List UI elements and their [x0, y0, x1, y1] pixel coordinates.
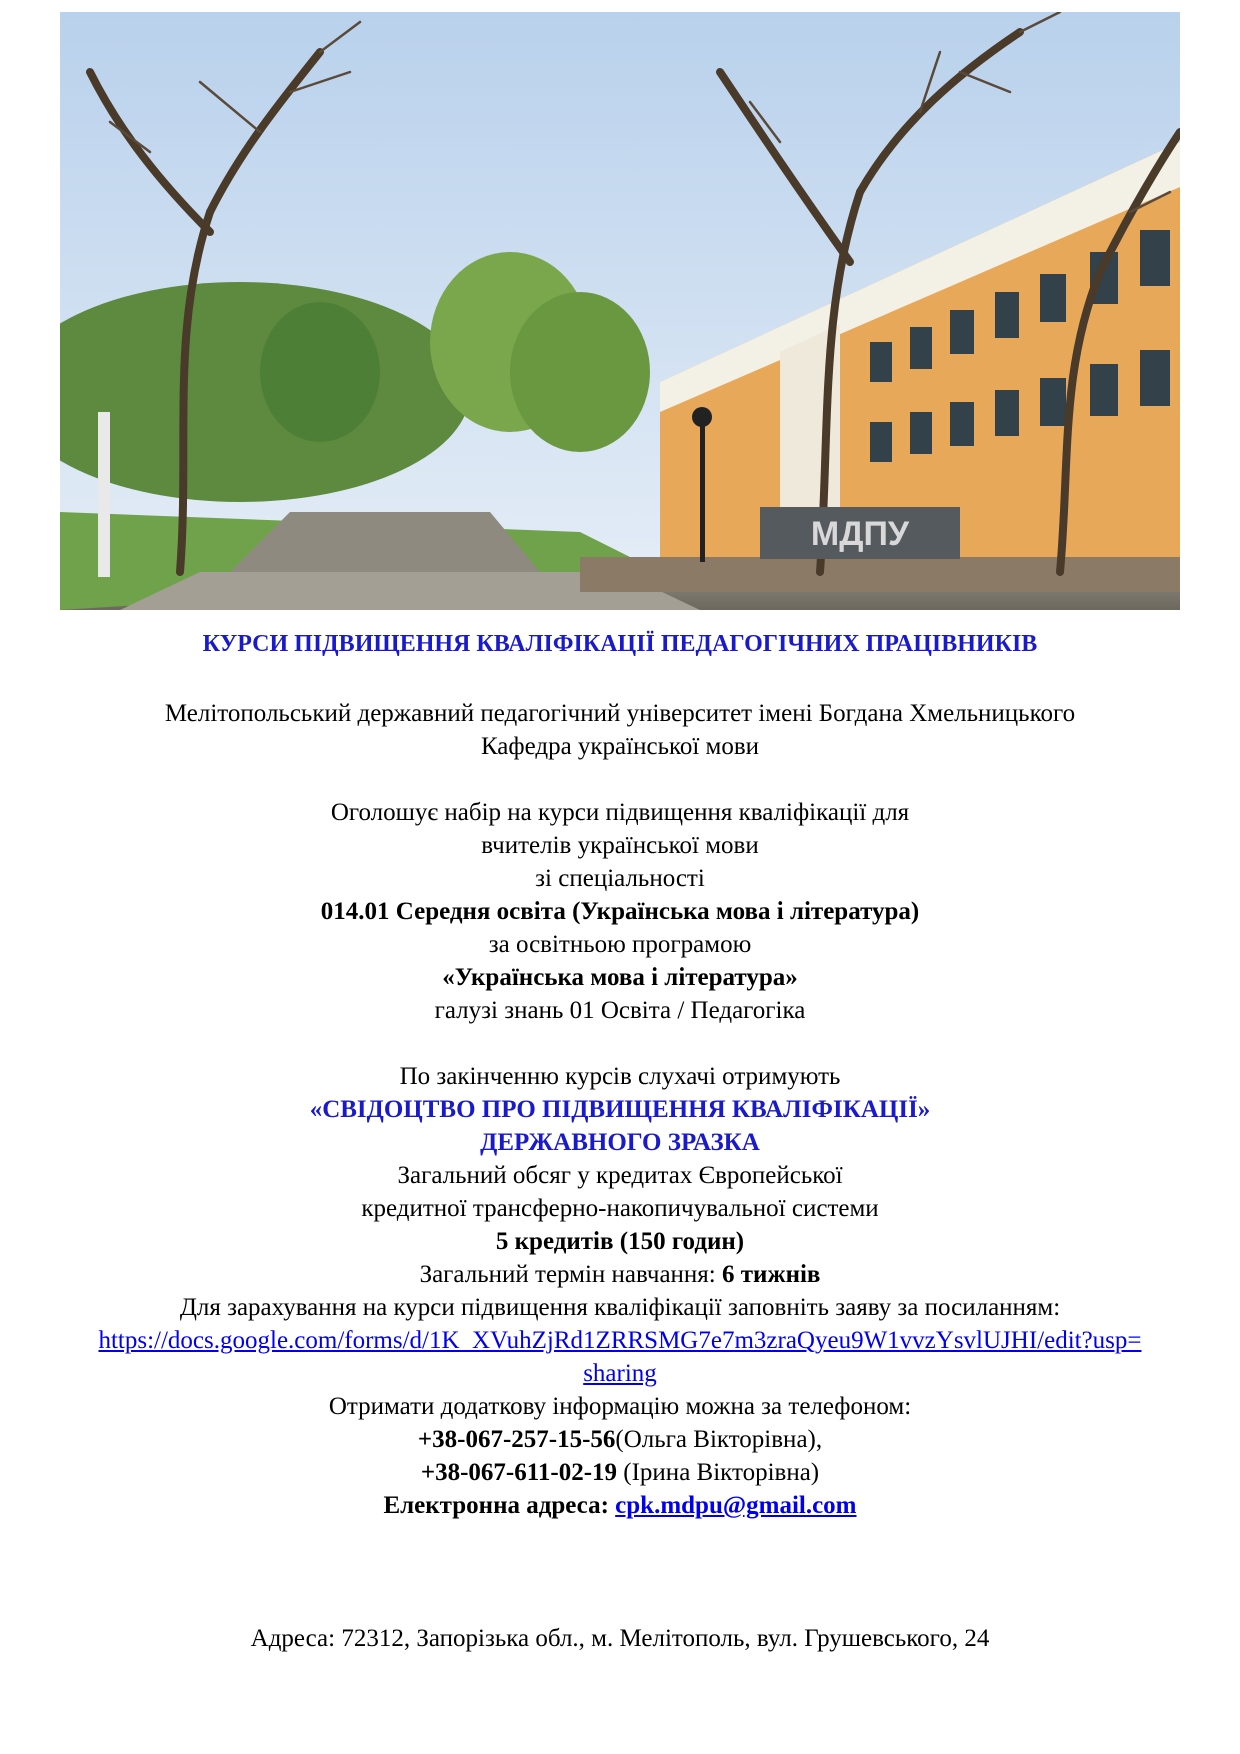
- certificate-title-2: ДЕРЖАВНОГО ЗРАЗКА: [480, 1129, 760, 1156]
- campus-illustration: [60, 12, 1180, 610]
- stone-wall: [580, 557, 1180, 592]
- email-line: [0, 1489, 1240, 1522]
- contact-2: [0, 1456, 1240, 1489]
- enroll-text: Для зарахування на курси підвищення кваліфікації заповніть заяву за посиланням:: [179, 1294, 1061, 1321]
- credits: 5 кредитів (150 годин): [495, 1228, 745, 1255]
- person-1: (Ольга Вікторівна),: [615, 1426, 823, 1453]
- certificate-title-1: «СВІДОЦТВО ПРО ПІДВИЩЕННЯ КВАЛІФІКАЦІЇ»: [309, 1096, 931, 1123]
- form-link[interactable]: https://docs.google.com/forms/d/1K_XVuhZjRd1ZRRSMG7e7m3zraQyeu9W1vvzYsvlUJHI/edit?usp=: [98, 1327, 1142, 1354]
- person-2: (Ірина Вікторівна): [617, 1459, 820, 1486]
- volume-line1: Загальний обсяг у кредитах Європейської: [397, 1162, 843, 1189]
- university-name: Мелітопольський державний педагогічний університет імені Богдана Хмельницького: [164, 700, 1076, 727]
- phone-1: +38-067-257-15-56: [417, 1426, 616, 1453]
- announcement: [0, 628, 1240, 1655]
- specialty: 014.01 Середня освіта (Українська мова і література): [320, 898, 920, 925]
- sign-text: МДПУ: [810, 515, 910, 553]
- campus-photo: [60, 12, 1180, 610]
- field-of-knowledge: галузі знань 01 Освіта / Педагогіка: [434, 997, 806, 1024]
- announce-line4: за освітньою програмою: [488, 931, 752, 958]
- term-label: Загальний термін навчання:: [419, 1261, 723, 1288]
- contact-1: [0, 1423, 1240, 1456]
- announce-line3: зі спеціальності: [535, 865, 705, 892]
- page-title: КУРСИ ПІДВИЩЕННЯ КВАЛІФІКАЦІЇ ПЕДАГОГІЧНИХ ПРАЦІВНИКІВ: [202, 631, 1038, 657]
- program-name: «Українська мова і література»: [442, 964, 798, 991]
- form-link-continuation[interactable]: sharing: [583, 1360, 657, 1387]
- email-label: Електронна адреса:: [383, 1492, 616, 1519]
- address: Адреса: 72312, Запорізька обл., м. Мелітополь, вул. Грушевського, 24: [250, 1625, 990, 1652]
- term-value: 6 тижнів: [722, 1261, 821, 1288]
- term-line: [0, 1258, 1240, 1291]
- email-link[interactable]: cpk.mdpu@gmail.com: [615, 1492, 857, 1519]
- contacts-intro: Отримати додаткову інформацію можна за телефоном:: [328, 1393, 912, 1420]
- announce-line2: вчителів української мови: [481, 832, 759, 859]
- volume-line2: кредитної трансферно-накопичувальної системи: [361, 1195, 879, 1222]
- announce-line1: Оголошує набір на курси підвищення кваліфікації для: [330, 799, 910, 826]
- phone-2: +38-067-611-02-19: [420, 1459, 618, 1486]
- certificate-intro: По закінченню курсів слухачі отримують: [399, 1063, 841, 1090]
- department-name: Кафедра української мови: [480, 733, 760, 760]
